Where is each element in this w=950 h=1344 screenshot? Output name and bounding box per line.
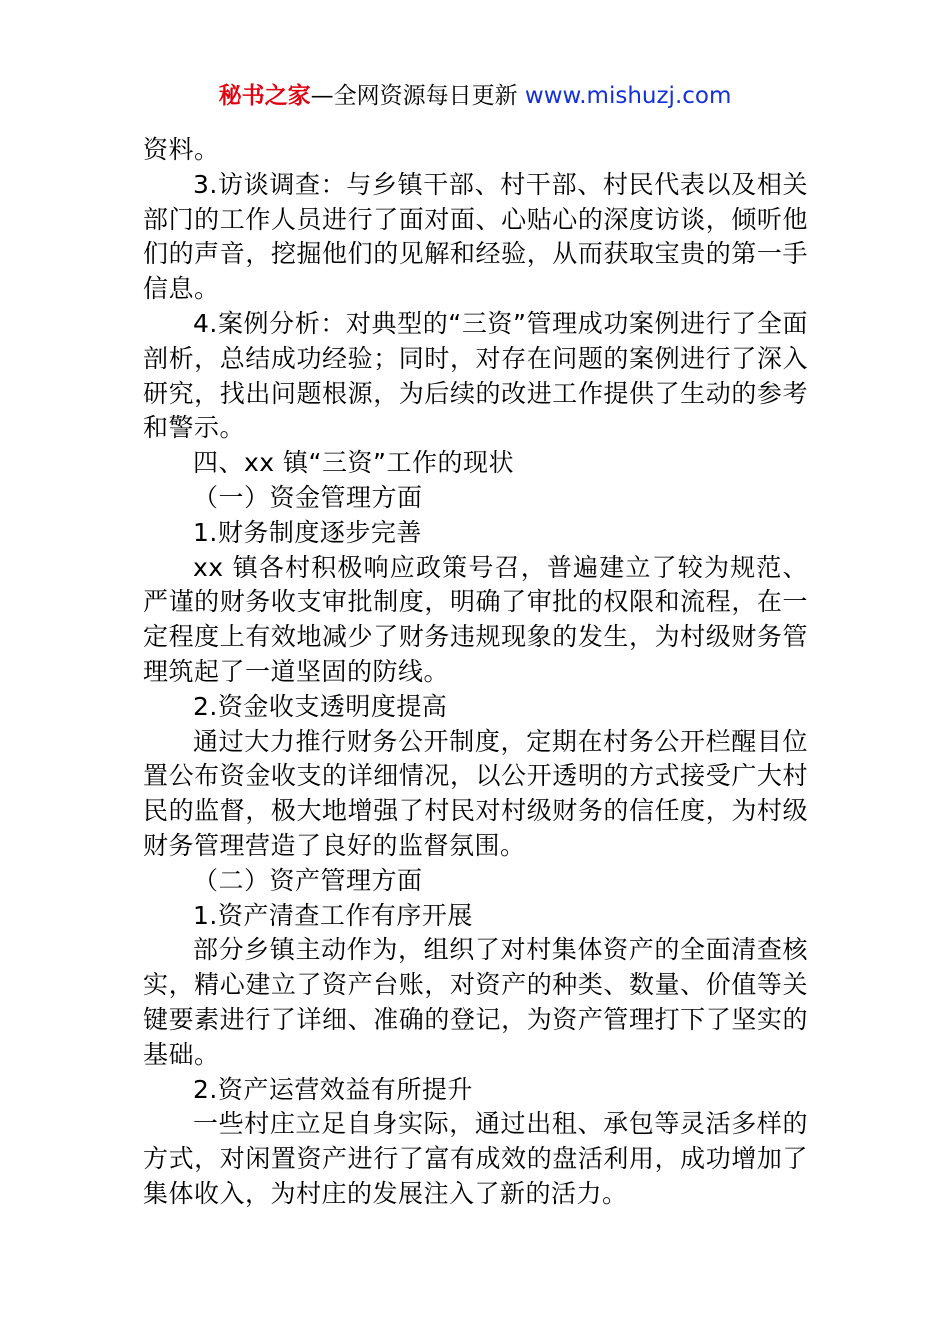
- document-body: [143, 133, 808, 1212]
- item-heading: 1.财务制度逐步完善: [193, 517, 422, 547]
- subsection-heading: （一）资金管理方面: [193, 482, 423, 512]
- site-header: [0, 80, 950, 112]
- paragraph: 资料。: [143, 135, 220, 164]
- site-brand: 秘书之家: [218, 83, 311, 109]
- paragraph: 一些村庄立足自身实际，通过出租、承包等灵活多样的方式，对闲置资产进行了富有成效的盘活利用，成功增加了集体收入，为村庄的发展注入了新的活力。: [143, 1109, 808, 1208]
- site-tagline: —全网资源每日更新: [310, 83, 525, 109]
- paragraph: 通过大力推行财务公开制度，定期在村务公开栏醒目位置公布资金收支的详细情况，以公开透明的方式接受广大村民的监督，极大地增强了村民对村级财务的信任度，为村级财务管理营造了良好的监督氛围。: [143, 726, 808, 860]
- method-interview: 3.访谈调查：与乡镇干部、村干部、村民代表以及相关部门的工作人员进行了面对面、心贴心的深度访谈，倾听他们的声音，挖掘他们的见解和经验，从而获取宝贵的第一手信息。: [143, 169, 808, 304]
- paragraph: xx 镇各村积极响应政策号召，普遍建立了较为规范、严谨的财务收支审批制度，明确了审批的权限和流程，在一定程度上有效地减少了财务违规现象的发生，为村级财务管理筑起了一道坚固的防线。: [143, 552, 808, 686]
- item-heading: 2.资产运营效益有所提升: [193, 1074, 473, 1104]
- section-heading: 四、xx 镇“三资”工作的现状: [193, 448, 514, 478]
- subsection-heading: （二）资产管理方面: [193, 865, 423, 895]
- paragraph: 部分乡镇主动作为，组织了对村集体资产的全面清查核实，精心建立了资产台账，对资产的种类、数量、价值等关键要素进行了详细、准确的登记，为资产管理打下了坚实的基础。: [143, 935, 808, 1069]
- item-heading: 1.资产清查工作有序开展: [193, 900, 473, 930]
- site-url-link[interactable]: www.mishuzj.com: [524, 83, 732, 109]
- method-case-analysis: 4.案例分析：对典型的“三资”管理成功案例进行了全面剖析，总结成功经验；同时，对存在问题的案例进行了深入研究，找出问题根源，为后续的改进工作提供了生动的参考和警示。: [143, 308, 808, 443]
- item-heading: 2.资金收支透明度提高: [193, 691, 448, 721]
